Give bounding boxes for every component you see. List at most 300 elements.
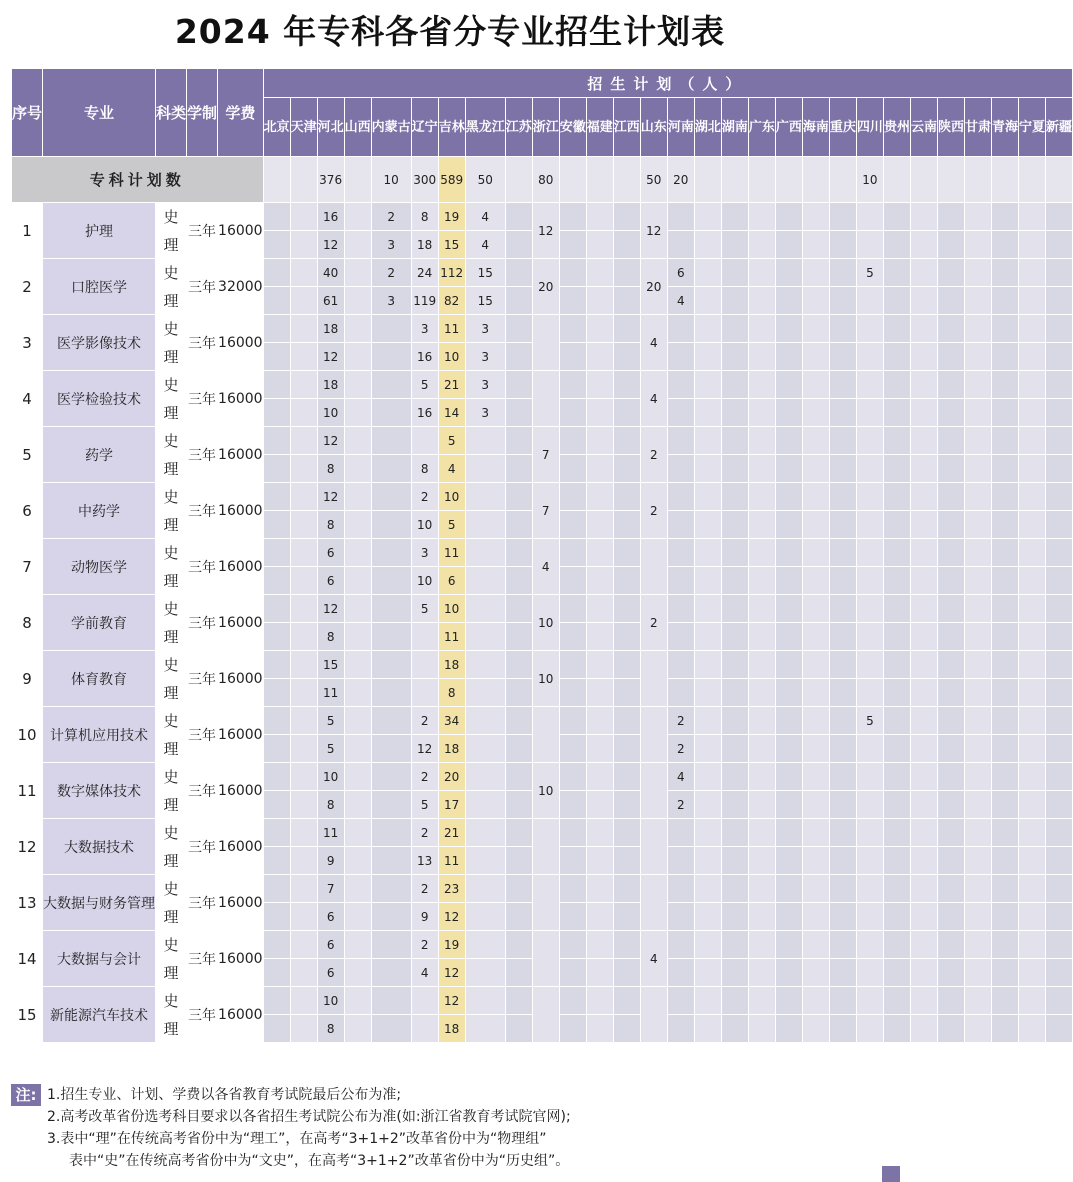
plan-cell bbox=[532, 819, 559, 875]
plan-cell: 19 bbox=[438, 931, 465, 959]
plan-cell bbox=[883, 399, 910, 427]
plan-cell bbox=[532, 875, 559, 931]
plan-cell: 4 bbox=[640, 371, 667, 427]
plan-cell bbox=[344, 735, 371, 763]
plan-cell: 24 bbox=[411, 259, 438, 287]
plan-cell bbox=[829, 651, 856, 679]
page-title: 2024 年专科各省分专业招生计划表 bbox=[174, 12, 726, 51]
plan-cell bbox=[992, 315, 1019, 343]
plan-cell bbox=[263, 427, 290, 455]
plan-cell bbox=[371, 511, 411, 539]
plan-cell bbox=[559, 819, 586, 847]
plan-cell bbox=[910, 287, 937, 315]
plan-cell bbox=[505, 539, 532, 567]
plan-cell bbox=[613, 343, 640, 371]
table-row bbox=[12, 707, 1073, 735]
plan-cell bbox=[721, 987, 748, 1015]
plan-cell bbox=[883, 847, 910, 875]
major-name: 新能源汽车技术 bbox=[43, 987, 156, 1043]
subject-type: 史 bbox=[156, 539, 187, 567]
plan-cell bbox=[910, 651, 937, 679]
plan-cell: 3 bbox=[371, 231, 411, 259]
plan-cell bbox=[586, 483, 613, 511]
plan-cell bbox=[371, 427, 411, 455]
plan-cell bbox=[667, 903, 694, 931]
plan-cell bbox=[559, 623, 586, 651]
plan-cell bbox=[802, 679, 829, 707]
header-province: 北京 bbox=[263, 98, 290, 157]
subject-type: 理 bbox=[156, 791, 187, 819]
plan-cell bbox=[748, 539, 775, 567]
header-province: 甘肃 bbox=[964, 98, 991, 157]
total-cell bbox=[586, 157, 613, 203]
plan-cell bbox=[883, 203, 910, 231]
plan-cell bbox=[964, 791, 991, 819]
plan-cell bbox=[802, 343, 829, 371]
plan-cell bbox=[721, 875, 748, 903]
plan-cell bbox=[263, 651, 290, 679]
plan-cell bbox=[640, 875, 667, 931]
plan-cell: 2 bbox=[667, 735, 694, 763]
plan-cell bbox=[613, 595, 640, 623]
header-fee: 学费 bbox=[218, 69, 264, 157]
plan-cell bbox=[263, 231, 290, 259]
plan-cell bbox=[694, 707, 721, 735]
plan-cell bbox=[667, 539, 694, 567]
plan-cell: 19 bbox=[438, 203, 465, 231]
plan-cell bbox=[586, 539, 613, 567]
plan-cell bbox=[667, 875, 694, 903]
plan-cell bbox=[1046, 987, 1073, 1015]
plan-cell bbox=[344, 567, 371, 595]
plan-cell bbox=[748, 287, 775, 315]
subject-type: 史 bbox=[156, 651, 187, 679]
subject-type: 史 bbox=[156, 819, 187, 847]
plan-cell bbox=[613, 427, 640, 455]
plan-cell bbox=[721, 399, 748, 427]
plan-cell bbox=[465, 763, 505, 791]
plan-cell bbox=[964, 651, 991, 679]
plan-cell bbox=[667, 1015, 694, 1043]
plan-cell bbox=[856, 1015, 883, 1043]
plan-cell bbox=[263, 399, 290, 427]
plan-cell bbox=[640, 987, 667, 1043]
plan-cell bbox=[613, 987, 640, 1015]
plan-cell bbox=[1046, 959, 1073, 987]
plan-cell bbox=[586, 735, 613, 763]
plan-cell bbox=[883, 679, 910, 707]
plan-cell bbox=[667, 399, 694, 427]
plan-cell bbox=[937, 847, 964, 875]
plan-cell bbox=[883, 651, 910, 679]
plan-cell bbox=[856, 287, 883, 315]
plan-cell bbox=[344, 399, 371, 427]
plan-cell bbox=[992, 203, 1019, 231]
total-cell bbox=[263, 157, 290, 203]
plan-cell bbox=[856, 483, 883, 511]
plan-cell bbox=[586, 595, 613, 623]
plan-cell bbox=[856, 511, 883, 539]
plan-cell bbox=[721, 595, 748, 623]
plan-cell bbox=[290, 483, 317, 511]
plan-cell bbox=[829, 483, 856, 511]
plan-cell bbox=[1019, 987, 1046, 1015]
plan-cell bbox=[694, 287, 721, 315]
plan-cell: 8 bbox=[317, 791, 344, 819]
plan-cell bbox=[856, 595, 883, 623]
plan-cell bbox=[586, 399, 613, 427]
plan-cell bbox=[290, 931, 317, 959]
plan-cell bbox=[290, 1015, 317, 1043]
study-years: 三年 bbox=[187, 483, 218, 539]
plan-cell bbox=[856, 203, 883, 231]
plan-cell bbox=[290, 847, 317, 875]
plan-cell bbox=[1019, 875, 1046, 903]
plan-cell bbox=[586, 287, 613, 315]
plan-cell bbox=[937, 623, 964, 651]
plan-cell bbox=[1046, 259, 1073, 287]
plan-cell bbox=[883, 735, 910, 763]
corner-decoration bbox=[882, 1166, 900, 1182]
total-cell bbox=[505, 157, 532, 203]
plan-cell bbox=[290, 959, 317, 987]
plan-cell bbox=[964, 1015, 991, 1043]
plan-cell bbox=[465, 847, 505, 875]
plan-cell bbox=[748, 203, 775, 231]
plan-cell bbox=[1046, 791, 1073, 819]
plan-cell bbox=[721, 847, 748, 875]
plan-cell bbox=[290, 399, 317, 427]
plan-cell bbox=[748, 847, 775, 875]
plan-cell bbox=[505, 959, 532, 987]
plan-cell bbox=[613, 203, 640, 231]
plan-cell bbox=[667, 595, 694, 623]
plan-cell bbox=[371, 847, 411, 875]
plan-cell bbox=[802, 595, 829, 623]
plan-cell bbox=[856, 427, 883, 455]
plan-cell bbox=[586, 203, 613, 231]
plan-cell bbox=[721, 1015, 748, 1043]
plan-cell bbox=[748, 1015, 775, 1043]
plan-cell: 8 bbox=[317, 455, 344, 483]
plan-cell bbox=[344, 343, 371, 371]
plan-cell bbox=[290, 539, 317, 567]
plan-cell bbox=[532, 987, 559, 1043]
major-name: 医学检验技术 bbox=[43, 371, 156, 427]
tuition-fee: 16000 bbox=[218, 987, 264, 1043]
plan-cell bbox=[937, 399, 964, 427]
plan-cell bbox=[829, 707, 856, 735]
plan-cell: 6 bbox=[317, 931, 344, 959]
plan-cell bbox=[1046, 651, 1073, 679]
plan-cell bbox=[290, 875, 317, 903]
study-years: 三年 bbox=[187, 203, 218, 259]
plan-cell bbox=[992, 287, 1019, 315]
plan-cell bbox=[856, 455, 883, 483]
plan-cell: 6 bbox=[317, 567, 344, 595]
header-province: 贵州 bbox=[883, 98, 910, 157]
plan-cell bbox=[775, 203, 802, 231]
plan-cell bbox=[856, 959, 883, 987]
header-subject: 科类 bbox=[156, 69, 187, 157]
plan-cell bbox=[937, 931, 964, 959]
plan-cell bbox=[505, 399, 532, 427]
plan-cell bbox=[721, 427, 748, 455]
plan-cell bbox=[344, 203, 371, 231]
study-years: 三年 bbox=[187, 259, 218, 315]
plan-cell bbox=[748, 707, 775, 735]
total-cell bbox=[829, 157, 856, 203]
plan-cell bbox=[263, 959, 290, 987]
plan-cell bbox=[667, 931, 694, 959]
plan-cell bbox=[964, 287, 991, 315]
plan-cell bbox=[586, 791, 613, 819]
plan-cell bbox=[748, 819, 775, 847]
plan-cell: 20 bbox=[532, 259, 559, 315]
plan-cell bbox=[829, 763, 856, 791]
plan-cell bbox=[344, 763, 371, 791]
plan-cell bbox=[775, 959, 802, 987]
plan-cell bbox=[856, 399, 883, 427]
major-name: 数字媒体技术 bbox=[43, 763, 156, 819]
study-years: 三年 bbox=[187, 315, 218, 371]
plan-cell: 2 bbox=[667, 707, 694, 735]
plan-cell bbox=[721, 763, 748, 791]
plan-cell bbox=[775, 763, 802, 791]
plan-cell bbox=[964, 511, 991, 539]
plan-cell bbox=[505, 595, 532, 623]
plan-cell bbox=[613, 483, 640, 511]
plan-cell bbox=[411, 987, 438, 1015]
plan-cell bbox=[775, 259, 802, 287]
plan-cell bbox=[748, 399, 775, 427]
plan-cell bbox=[1046, 343, 1073, 371]
plan-cell bbox=[263, 511, 290, 539]
plan-cell bbox=[883, 567, 910, 595]
tuition-fee: 16000 bbox=[218, 203, 264, 259]
plan-cell bbox=[465, 959, 505, 987]
plan-cell bbox=[613, 903, 640, 931]
plan-cell bbox=[465, 987, 505, 1015]
plan-cell: 2 bbox=[640, 483, 667, 539]
plan-cell bbox=[694, 511, 721, 539]
plan-cell bbox=[586, 931, 613, 959]
plan-cell bbox=[559, 931, 586, 959]
total-cell bbox=[964, 157, 991, 203]
plan-cell bbox=[883, 455, 910, 483]
plan-cell bbox=[992, 847, 1019, 875]
plan-cell bbox=[775, 455, 802, 483]
plan-cell bbox=[721, 791, 748, 819]
plan-cell bbox=[910, 539, 937, 567]
plan-cell bbox=[1046, 203, 1073, 231]
plan-cell bbox=[640, 651, 667, 707]
plan-cell bbox=[344, 483, 371, 511]
plan-cell bbox=[721, 679, 748, 707]
plan-cell bbox=[559, 1015, 586, 1043]
plan-cell bbox=[992, 455, 1019, 483]
plan-cell bbox=[775, 371, 802, 399]
plan-cell bbox=[290, 623, 317, 651]
plan-cell bbox=[505, 735, 532, 763]
total-cell: 300 bbox=[411, 157, 438, 203]
plan-cell: 5 bbox=[438, 427, 465, 455]
plan-cell bbox=[505, 287, 532, 315]
header-province: 内蒙古 bbox=[371, 98, 411, 157]
subject-type: 理 bbox=[156, 903, 187, 931]
plan-cell bbox=[910, 343, 937, 371]
plan-cell bbox=[964, 483, 991, 511]
plan-cell bbox=[371, 707, 411, 735]
plan-cell bbox=[721, 259, 748, 287]
table-row bbox=[12, 875, 1073, 903]
plan-cell bbox=[559, 987, 586, 1015]
plan-cell bbox=[1019, 651, 1046, 679]
plan-cell bbox=[505, 315, 532, 343]
plan-cell bbox=[465, 427, 505, 455]
total-cell bbox=[937, 157, 964, 203]
study-years: 三年 bbox=[187, 539, 218, 595]
plan-cell bbox=[559, 875, 586, 903]
plan-cell bbox=[829, 231, 856, 259]
plan-cell bbox=[1019, 847, 1046, 875]
plan-cell bbox=[505, 427, 532, 455]
plan-cell bbox=[992, 483, 1019, 511]
plan-cell bbox=[829, 875, 856, 903]
plan-cell bbox=[721, 707, 748, 735]
plan-cell bbox=[694, 819, 721, 847]
plan-cell bbox=[667, 511, 694, 539]
plan-cell bbox=[748, 903, 775, 931]
header-province: 广东 bbox=[748, 98, 775, 157]
major-name: 动物医学 bbox=[43, 539, 156, 595]
plan-cell bbox=[856, 679, 883, 707]
plan-cell: 18 bbox=[438, 651, 465, 679]
plan-cell: 12 bbox=[317, 483, 344, 511]
plan-cell bbox=[992, 343, 1019, 371]
plan-cell: 2 bbox=[411, 707, 438, 735]
plan-cell bbox=[290, 651, 317, 679]
plan-cell: 12 bbox=[438, 903, 465, 931]
plan-cell bbox=[937, 427, 964, 455]
plan-cell bbox=[910, 399, 937, 427]
plan-cell bbox=[992, 623, 1019, 651]
plan-cell bbox=[748, 231, 775, 259]
plan-cell: 10 bbox=[411, 567, 438, 595]
plan-cell bbox=[559, 763, 586, 791]
plan-cell: 12 bbox=[317, 595, 344, 623]
tuition-fee: 32000 bbox=[218, 259, 264, 315]
plan-cell: 23 bbox=[438, 875, 465, 903]
plan-cell bbox=[505, 371, 532, 399]
header-province: 青海 bbox=[992, 98, 1019, 157]
plan-cell bbox=[992, 791, 1019, 819]
plan-cell bbox=[667, 651, 694, 679]
plan-cell bbox=[775, 399, 802, 427]
plan-cell bbox=[937, 231, 964, 259]
plan-cell bbox=[613, 931, 640, 959]
table-row bbox=[12, 931, 1073, 959]
plan-cell bbox=[694, 623, 721, 651]
plan-cell bbox=[586, 651, 613, 679]
seq-number: 9 bbox=[12, 651, 43, 707]
plan-cell bbox=[910, 567, 937, 595]
major-name: 学前教育 bbox=[43, 595, 156, 651]
note-line-4: 表中“史”在传统高考省份中为“文史”，在高考“3+1+2”改革省份中为“历史组”。 bbox=[69, 1153, 570, 1169]
subject-type: 理 bbox=[156, 1015, 187, 1043]
plan-cell bbox=[1019, 735, 1046, 763]
plan-cell: 12 bbox=[438, 959, 465, 987]
plan-cell bbox=[532, 931, 559, 987]
plan-cell bbox=[829, 847, 856, 875]
plan-cell bbox=[721, 539, 748, 567]
plan-cell bbox=[829, 1015, 856, 1043]
plan-cell bbox=[937, 259, 964, 287]
plan-cell bbox=[263, 987, 290, 1015]
plan-cell bbox=[802, 427, 829, 455]
plan-cell bbox=[829, 903, 856, 931]
plan-cell bbox=[263, 315, 290, 343]
tuition-fee: 16000 bbox=[218, 707, 264, 763]
plan-cell bbox=[802, 315, 829, 343]
plan-cell bbox=[1046, 931, 1073, 959]
seq-number: 8 bbox=[12, 595, 43, 651]
plan-cell: 12 bbox=[640, 203, 667, 259]
plan-cell bbox=[802, 455, 829, 483]
total-cell bbox=[883, 157, 910, 203]
plan-cell bbox=[371, 371, 411, 399]
plan-cell bbox=[559, 903, 586, 931]
plan-cell bbox=[937, 539, 964, 567]
plan-cell bbox=[721, 623, 748, 651]
plan-cell bbox=[856, 343, 883, 371]
plan-cell bbox=[371, 931, 411, 959]
subject-type: 理 bbox=[156, 679, 187, 707]
plan-cell bbox=[694, 231, 721, 259]
plan-cell bbox=[910, 1015, 937, 1043]
seq-number: 3 bbox=[12, 315, 43, 371]
plan-cell bbox=[694, 847, 721, 875]
plan-cell bbox=[1019, 623, 1046, 651]
seq-number: 2 bbox=[12, 259, 43, 315]
plan-cell bbox=[992, 959, 1019, 987]
plan-cell bbox=[992, 707, 1019, 735]
plan-cell bbox=[344, 819, 371, 847]
plan-cell bbox=[802, 791, 829, 819]
plan-cell: 4 bbox=[465, 203, 505, 231]
plan-cell bbox=[856, 623, 883, 651]
plan-cell: 10 bbox=[317, 987, 344, 1015]
plan-cell bbox=[290, 735, 317, 763]
plan-cell bbox=[1046, 371, 1073, 399]
plan-cell bbox=[263, 819, 290, 847]
plan-cell bbox=[613, 567, 640, 595]
study-years: 三年 bbox=[187, 595, 218, 651]
plan-cell: 4 bbox=[667, 763, 694, 791]
plan-cell bbox=[775, 427, 802, 455]
plan-cell bbox=[1019, 819, 1046, 847]
plan-cell bbox=[586, 427, 613, 455]
plan-cell: 4 bbox=[640, 931, 667, 987]
plan-cell bbox=[465, 735, 505, 763]
plan-cell: 4 bbox=[640, 315, 667, 371]
plan-cell: 7 bbox=[532, 427, 559, 483]
plan-cell bbox=[263, 371, 290, 399]
plan-cell bbox=[775, 651, 802, 679]
plan-cell bbox=[721, 203, 748, 231]
plan-cell bbox=[883, 371, 910, 399]
plan-cell bbox=[748, 791, 775, 819]
